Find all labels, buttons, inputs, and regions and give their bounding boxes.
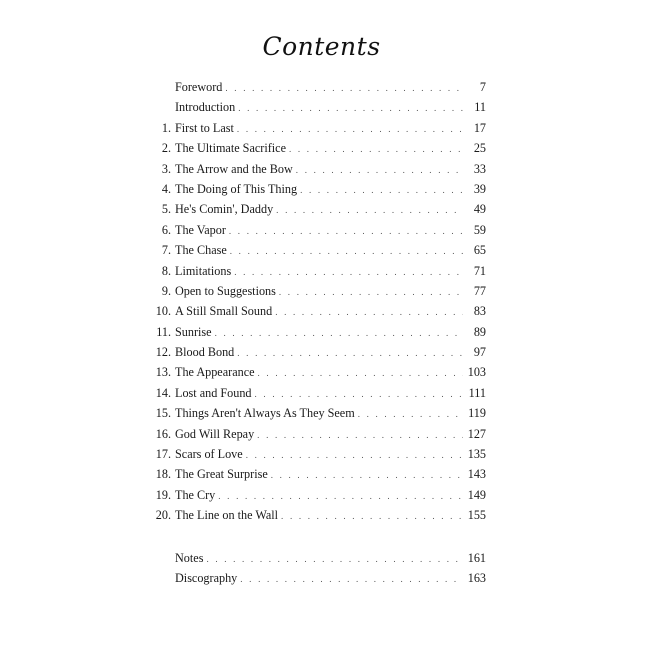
page-number: 161 [467,550,486,565]
page-number: 111 [468,385,486,400]
page-number: 59 [473,222,486,237]
dot-leader [289,139,463,159]
dot-leader [225,78,463,98]
page-number: 83 [473,304,486,319]
page-number: 149 [467,487,486,502]
entry-title: A Still Small Sound [175,304,273,319]
back-matter-list [150,548,486,589]
toc-entry-line [175,322,486,343]
entry-title: God Will Repay [175,426,255,441]
chapter-number: 16. [155,426,171,441]
toc-entry-line [175,485,486,506]
dot-leader [218,486,463,506]
toc-entry-line [175,362,486,383]
page-number: 155 [467,508,486,523]
toc-entry-line [175,281,486,302]
dot-leader [258,363,463,383]
toc-entry [150,199,486,219]
toc-entry [150,220,486,240]
dot-leader [240,569,463,589]
entry-title: Blood Bond [175,345,235,360]
toc-entry-line [175,301,486,322]
toc-entry-line [175,464,486,485]
chapter-number: 8. [161,263,171,278]
dot-leader [234,262,463,282]
entry-title: Open to Suggestions [175,283,276,298]
dot-leader [271,465,463,485]
dot-leader [255,384,463,404]
toc-entry-line [175,199,486,220]
toc-entry-line [175,159,486,180]
page-title: Contents [262,32,381,61]
page-number: 89 [473,324,486,339]
dot-leader [257,425,463,445]
toc-entry [150,505,486,525]
toc-entry-line [175,568,486,589]
chapter-number: 6. [161,222,171,237]
chapter-number: 9. [161,283,171,298]
toc-entry [150,138,486,158]
entry-title: The Chase [175,243,227,258]
chapter-number: 18. [155,467,171,482]
entry-title: The Vapor [175,222,226,237]
dot-leader [296,160,463,180]
toc-entry [150,424,486,444]
toc-entry-line [175,220,486,241]
dot-leader [237,119,463,139]
entry-title: First to Last [175,120,234,135]
toc-entry [150,240,486,260]
dot-leader [237,343,463,363]
toc-entry [150,281,486,301]
toc-entry-line [175,342,486,363]
page-number: 25 [473,141,486,156]
toc-entry-line [175,77,486,98]
dot-leader [230,241,463,261]
toc-entry [150,485,486,505]
page-number: 71 [473,263,486,278]
dot-leader [281,506,463,526]
chapter-number: 17. [155,447,171,462]
chapter-number: 2. [161,141,171,156]
chapter-number: 5. [161,202,171,217]
chapter-list [150,118,486,526]
toc-entry-line [175,424,486,445]
page-number: 17 [473,120,486,135]
entry-title: The Line on the Wall [175,508,279,523]
entry-title: The Cry [175,487,216,502]
toc-entry [150,444,486,464]
entry-title: The Ultimate Sacrifice [175,141,286,156]
toc-entry-line [175,444,486,465]
toc-entry-line [175,179,486,200]
table-of-contents [150,77,486,588]
entry-title: Notes [175,550,204,565]
toc-entry [150,301,486,321]
chapter-number: 14. [155,385,171,400]
chapter-number: 13. [155,365,171,380]
entry-title: Discography [175,570,238,585]
page-number: 119 [468,406,486,421]
page-number: 135 [467,447,486,462]
entry-title: The Appearance [175,365,255,380]
toc-entry [150,179,486,199]
toc-entry-line [175,548,486,569]
entry-title: Scars of Love [175,447,243,462]
toc-entry [150,548,486,568]
chapter-number: 1. [161,120,171,135]
dot-leader [275,302,463,322]
dot-leader [276,200,463,220]
toc-entry-line [175,383,486,404]
chapter-number: 20. [155,508,171,523]
front-matter-list [150,77,486,118]
chapter-number: 10. [155,304,171,319]
page-number: 127 [467,426,486,441]
dot-leader [215,323,463,343]
page-number: 77 [473,283,486,298]
entry-title: Sunrise [175,324,212,339]
entry-title: The Great Surprise [175,467,268,482]
toc-entry [150,568,486,588]
toc-entry-line [175,240,486,261]
entry-title: Foreword [175,80,223,94]
chapter-number: 7. [161,243,171,258]
toc-entry-line [175,138,486,159]
dot-leader [246,445,463,465]
dot-leader [300,180,463,200]
chapter-number: 12. [155,345,171,360]
chapter-number: 11. [156,324,171,339]
entry-title: Lost and Found [175,385,252,400]
page-number: 97 [473,345,486,360]
toc-entry [150,362,486,382]
toc-entry-line [175,403,486,424]
entry-title: He's Comin', Daddy [175,202,274,217]
toc-entry [150,403,486,423]
page-number: 163 [467,570,486,585]
page-number: 11 [474,100,486,115]
toc-entry [150,159,486,179]
page-number: 49 [473,202,486,217]
page-number: 65 [473,243,486,258]
dot-leader [206,549,463,569]
toc-entry-line [175,261,486,282]
dot-leader [358,404,463,424]
toc-entry [150,77,486,97]
page-number: 103 [467,365,486,380]
toc-entry-line [175,505,486,526]
toc-entry [150,97,486,117]
section-gap [150,526,486,548]
entry-title: Introduction [175,100,236,115]
dot-leader [238,98,463,118]
toc-entry [150,261,486,281]
toc-entry [150,383,486,403]
page-number: 7 [479,80,486,94]
toc-entry-line [175,97,486,118]
dot-leader [229,221,463,241]
chapter-number: 19. [155,487,171,502]
chapter-number: 3. [161,161,171,176]
toc-entry [150,342,486,362]
toc-entry [150,464,486,484]
entry-title: Limitations [175,263,232,278]
chapter-number: 15. [155,406,171,421]
page-number: 143 [467,467,486,482]
toc-entry [150,118,486,138]
toc-entry [150,322,486,342]
toc-entry-line [175,118,486,139]
entry-title: Things Aren't Always As They Seem [175,406,355,421]
page-number: 39 [473,181,486,196]
chapter-number: 4. [161,181,171,196]
page-number: 33 [473,161,486,176]
dot-leader [279,282,463,302]
entry-title: The Arrow and the Bow [175,161,293,176]
entry-title: The Doing of This Thing [175,181,298,196]
